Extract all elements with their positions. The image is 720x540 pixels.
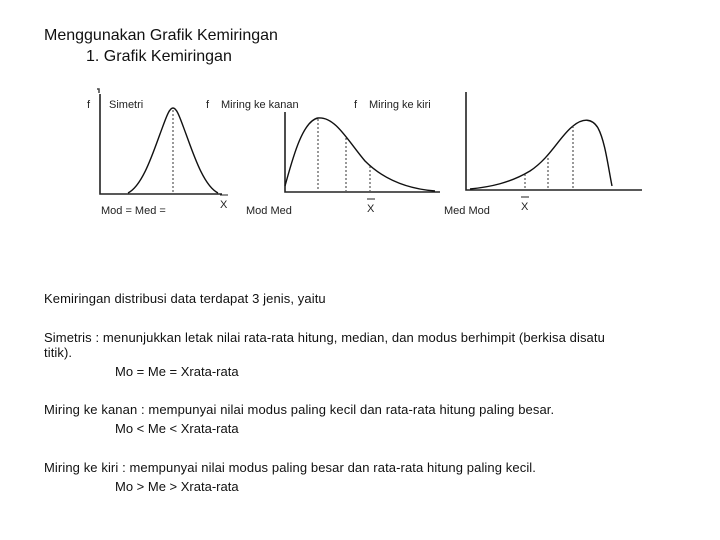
panel-right-bottom-label: Mod Med [246, 205, 292, 217]
panel-right-axis-label: f [206, 99, 210, 111]
intro-text: Kemiringan distribusi data terdapat 3 jenis, yaitu [44, 291, 326, 306]
left-skewed-description: Miring ke kiri : mempunyai nilai modus paling besar dan rata-rata hitung paling kecil. [44, 460, 537, 475]
slide-title: Menggunakan Grafik Kemiringan [44, 27, 278, 44]
corner-tick-mark [97, 89, 99, 93]
symmetric-formula: Mo = Me = Xrata-rata [115, 364, 239, 379]
panel-symmetric-axis-label: f [87, 99, 91, 111]
panel-symmetric [87, 94, 228, 217]
panel-symmetric-xbar: X [220, 199, 228, 211]
panel-symmetric-caption: Simetri [109, 99, 144, 111]
panel-symmetric-bottom-label: Mod = Med = [101, 205, 166, 217]
right-skewed-description: Miring ke kanan : mempunyai nilai modus paling kecil dan rata-rata hitung paling besar. [44, 402, 555, 417]
right-skewed-formula: Mo < Me < Xrata-rata [115, 421, 239, 436]
skewness-figure [80, 86, 650, 221]
symmetric-description-line1: Simetris : menunjukkan letak nilai rata-rata hitung, median, dan modus berhimpit (berkisa disatu [44, 330, 605, 345]
skewness-graphs [80, 86, 650, 221]
panel-left-axis-label: f [354, 99, 358, 111]
symmetric-description-line2: titik). [44, 345, 73, 360]
panel-right-xbar: X [367, 203, 375, 215]
panel-left-caption: Miring ke kiri [369, 99, 431, 111]
panel-left-bottom-label: Med Mod [444, 205, 490, 217]
panel-left-curve [470, 120, 612, 189]
slide-subtitle: 1. Grafik Kemiringan [86, 48, 232, 65]
left-skewed-formula: Mo > Me > Xrata-rata [115, 479, 239, 494]
panel-right-curve [285, 118, 435, 191]
panel-left-xbar: X [521, 201, 529, 213]
panel-right-skewed [206, 99, 440, 217]
panel-left-skewed [354, 92, 642, 217]
panel-right-caption: Miring ke kanan [221, 99, 299, 111]
panel-left-axes [466, 92, 642, 190]
